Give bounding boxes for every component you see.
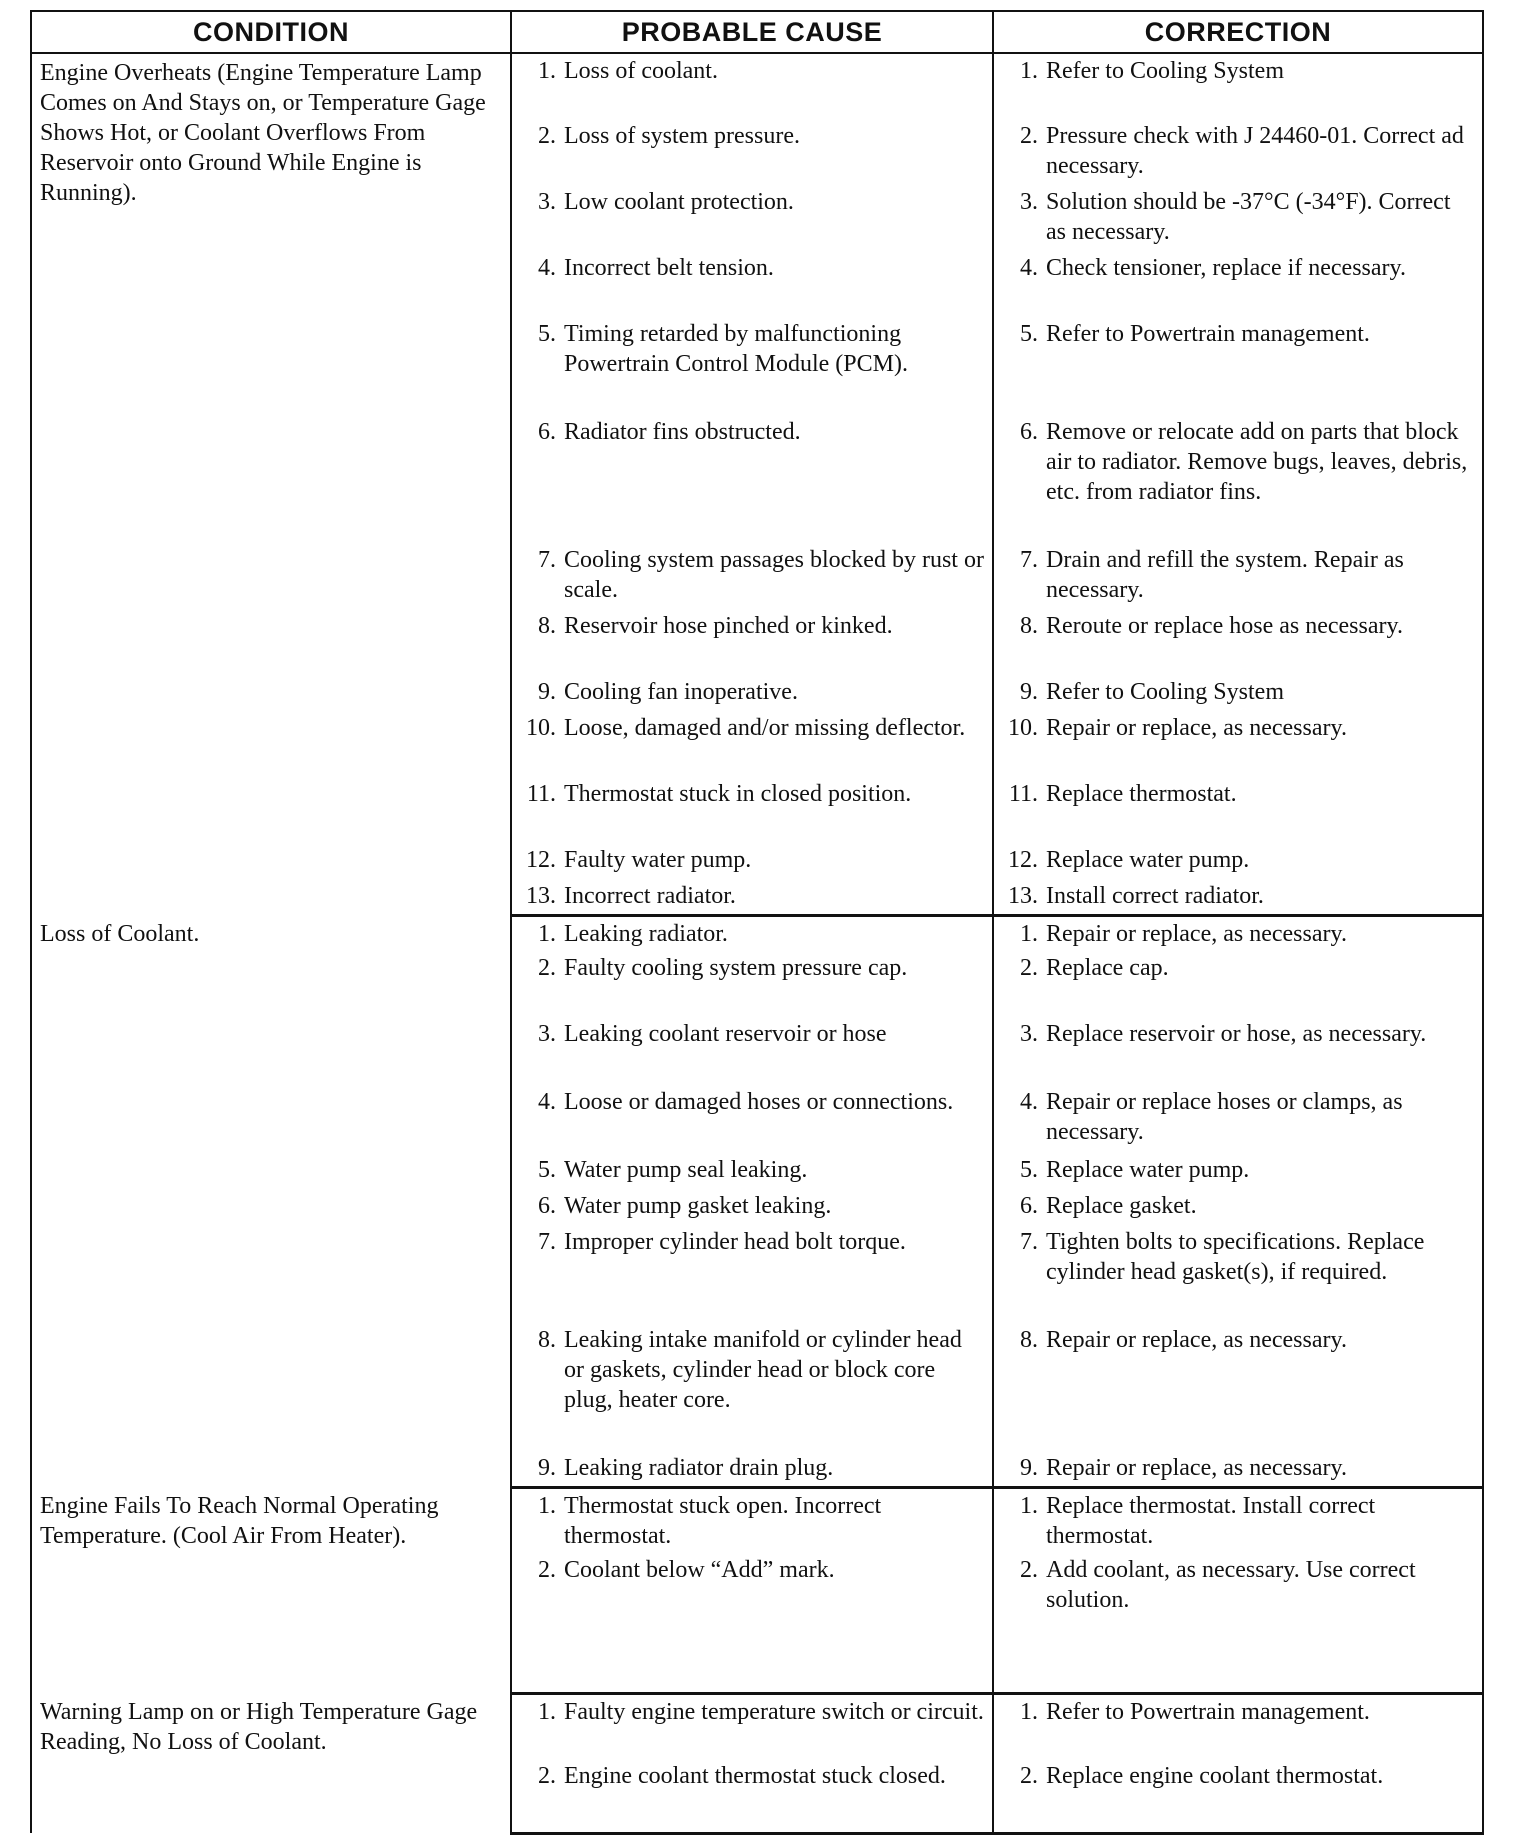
correction-text: Refer to Cooling System (1046, 58, 1284, 84)
cause-cell (511, 675, 993, 711)
correction-item (994, 545, 1482, 605)
cause-item (512, 1325, 992, 1415)
correction-item (994, 1227, 1482, 1287)
condition-cell (31, 1693, 511, 1833)
correction-cell (993, 1085, 1483, 1153)
cause-item (512, 611, 992, 641)
item-number: 3. (538, 189, 556, 215)
cause-cell (511, 843, 993, 879)
correction-cell (993, 1553, 1483, 1693)
correction-text: Reroute or replace hose as necessary. (1046, 613, 1403, 639)
cause-cell (511, 1451, 993, 1487)
item-number: 2. (538, 123, 556, 149)
correction-item (994, 1191, 1482, 1221)
cause-cell (511, 1153, 993, 1189)
cause-item (512, 56, 992, 86)
item-number: 7. (538, 547, 556, 573)
item-number: 5. (1020, 321, 1038, 347)
item-number: 2. (538, 1763, 556, 1789)
header-condition: CONDITION (31, 11, 511, 53)
cause-text: Incorrect radiator. (564, 883, 736, 909)
item-number: 2. (538, 955, 556, 981)
correction-cell (993, 915, 1483, 951)
cause-item (512, 1761, 992, 1791)
correction-cell (993, 317, 1483, 415)
cause-item (512, 319, 992, 379)
item-number: 6. (538, 419, 556, 445)
correction-cell (993, 609, 1483, 675)
item-number: 6. (1020, 419, 1038, 445)
correction-item (994, 56, 1482, 86)
cause-cell (511, 415, 993, 543)
correction-text: Replace water pump. (1046, 847, 1250, 873)
cause-text: Coolant below “Add” mark. (564, 1557, 835, 1583)
correction-item (994, 845, 1482, 875)
cause-cell (511, 1017, 993, 1085)
cause-text: Cooling system passages blocked by rust or scale. (564, 547, 984, 603)
correction-item (994, 919, 1482, 949)
table-row (31, 53, 1483, 119)
cause-cell (511, 1693, 993, 1759)
cause-item (512, 1697, 992, 1727)
item-number: 3. (1020, 189, 1038, 215)
header-probable-cause: PROBABLE CAUSE (511, 11, 993, 53)
item-number: 1. (1020, 1698, 1038, 1725)
table-body (31, 53, 1483, 1833)
correction-cell (993, 251, 1483, 317)
correction-text: Repair or replace, as necessary. (1046, 715, 1347, 741)
item-number: 10. (526, 715, 556, 741)
cause-item (512, 713, 992, 743)
cause-text: Radiator fins obstructed. (564, 419, 801, 445)
header-row (31, 11, 1483, 53)
item-number: 12. (1008, 847, 1038, 873)
cause-cell (511, 119, 993, 185)
table-row (31, 915, 1483, 951)
correction-item (994, 1697, 1482, 1727)
cause-item (512, 1227, 992, 1257)
table-row (31, 1693, 1483, 1759)
item-number: 12. (526, 847, 556, 873)
correction-item (994, 121, 1482, 181)
correction-item (994, 187, 1482, 247)
correction-text: Refer to Powertrain management. (1046, 1698, 1370, 1725)
condition-text: Warning Lamp on or High Temperature Gage Reading, No Loss of Coolant. (40, 1699, 478, 1755)
item-number: 6. (1020, 1193, 1038, 1219)
cause-cell (511, 1487, 993, 1553)
correction-text: Replace engine coolant thermostat. (1046, 1763, 1384, 1789)
cause-text: Thermostat stuck in closed position. (564, 781, 912, 807)
cause-item (512, 121, 992, 151)
item-number: 10. (1008, 715, 1038, 741)
item-number: 8. (538, 613, 556, 639)
correction-text: Tighten bolts to specifications. Replace cylinder head gasket(s), if required. (1046, 1229, 1425, 1285)
correction-text: Replace thermostat. Install correct thermostat. (1046, 1492, 1376, 1549)
cause-text: Loose or damaged hoses or connections. (564, 1089, 954, 1115)
condition-cell (31, 1487, 511, 1693)
cause-cell (511, 711, 993, 777)
cause-item (512, 779, 992, 809)
correction-text: Replace cap. (1046, 955, 1169, 981)
correction-text: Replace reservoir or hose, as necessary. (1046, 1021, 1427, 1047)
correction-cell (993, 543, 1483, 609)
cause-cell (511, 1323, 993, 1451)
cause-cell (511, 951, 993, 1017)
correction-text: Install correct radiator. (1046, 883, 1264, 909)
correction-cell (993, 1487, 1483, 1553)
correction-cell (993, 1153, 1483, 1189)
correction-cell (993, 675, 1483, 711)
cause-cell (511, 609, 993, 675)
condition-cell (31, 915, 511, 1487)
correction-text: Drain and refill the system. Repair as necessary. (1046, 547, 1404, 603)
item-number: 1. (1020, 920, 1038, 947)
cause-item (512, 677, 992, 707)
cause-item (512, 1453, 992, 1483)
correction-cell (993, 1225, 1483, 1323)
cause-cell (511, 915, 993, 951)
item-number: 1. (538, 58, 556, 84)
correction-text: Solution should be -37°C (-34°F). Correct as necessary. (1046, 189, 1451, 245)
cause-cell (511, 1085, 993, 1153)
cause-cell (511, 317, 993, 415)
correction-item (994, 1325, 1482, 1355)
correction-cell (993, 1693, 1483, 1759)
condition-text: Engine Overheats (Engine Temperature Lamp Comes on And Stays on, or Temperature Gage Shows Hot, or Coolant Overflows From Reservoir onto Ground While Engine is Running). (40, 60, 486, 206)
cause-text: Timing retarded by malfunctioning Powertrain Control Module (PCM). (564, 321, 908, 377)
item-number: 9. (538, 679, 556, 705)
correction-item (994, 1491, 1482, 1551)
item-number: 1. (538, 1698, 556, 1725)
correction-cell (993, 1451, 1483, 1487)
cause-text: Improper cylinder head bolt torque. (564, 1229, 906, 1255)
correction-item (994, 677, 1482, 707)
condition-cell (31, 53, 511, 915)
item-number: 3. (538, 1021, 556, 1047)
cause-item (512, 545, 992, 605)
cause-item (512, 919, 992, 949)
cause-item (512, 253, 992, 283)
correction-item (994, 1087, 1482, 1147)
correction-text: Check tensioner, replace if necessary. (1046, 255, 1406, 281)
correction-cell (993, 843, 1483, 879)
diagnosis-table (30, 10, 1484, 1835)
correction-text: Repair or replace, as necessary. (1046, 920, 1347, 947)
cause-cell (511, 879, 993, 915)
item-number: 1. (538, 920, 556, 947)
correction-item (994, 417, 1482, 507)
cause-cell (511, 53, 993, 119)
correction-text: Repair or replace, as necessary. (1046, 1327, 1347, 1353)
item-number: 5. (538, 1157, 556, 1183)
cause-cell (511, 1189, 993, 1225)
correction-text: Repair or replace hoses or clamps, as necessary. (1046, 1089, 1403, 1145)
correction-text: Replace thermostat. (1046, 781, 1237, 807)
item-number: 9. (1020, 1455, 1038, 1481)
cause-item (512, 1155, 992, 1185)
correction-cell (993, 185, 1483, 251)
item-number: 2. (1020, 1557, 1038, 1583)
cause-text: Leaking radiator. (564, 920, 728, 947)
cause-text: Water pump gasket leaking. (564, 1193, 832, 1219)
item-number: 4. (538, 255, 556, 281)
cause-cell (511, 185, 993, 251)
cause-text: Leaking coolant reservoir or hose (564, 1021, 887, 1047)
item-number: 1. (538, 1492, 556, 1519)
item-number: 1. (1020, 58, 1038, 84)
correction-cell (993, 119, 1483, 185)
item-number: 1. (1020, 1492, 1038, 1519)
cause-text: Engine coolant thermostat stuck closed. (564, 1763, 946, 1789)
correction-cell (993, 777, 1483, 843)
correction-cell (993, 1759, 1483, 1833)
condition-text: Loss of Coolant. (40, 921, 200, 947)
cause-item (512, 187, 992, 217)
item-number: 2. (1020, 1763, 1038, 1789)
correction-item (994, 1019, 1482, 1049)
cause-text: Faulty water pump. (564, 847, 752, 873)
header-correction: CORRECTION (993, 11, 1483, 53)
cause-item (512, 1491, 992, 1551)
item-number: 7. (1020, 547, 1038, 573)
cause-item (512, 1555, 992, 1585)
correction-item (994, 1761, 1482, 1791)
cause-text: Cooling fan inoperative. (564, 679, 798, 705)
item-number: 5. (538, 321, 556, 347)
correction-item (994, 319, 1482, 349)
correction-cell (993, 951, 1483, 1017)
correction-item (994, 881, 1482, 911)
cause-cell (511, 1553, 993, 1693)
cause-text: Faulty cooling system pressure cap. (564, 955, 908, 981)
item-number: 7. (1020, 1229, 1038, 1255)
correction-cell (993, 53, 1483, 119)
correction-cell (993, 879, 1483, 915)
item-number: 5. (1020, 1157, 1038, 1183)
correction-text: Repair or replace, as necessary. (1046, 1455, 1347, 1481)
cause-item (512, 845, 992, 875)
cause-text: Water pump seal leaking. (564, 1157, 808, 1183)
item-number: 4. (1020, 1089, 1038, 1115)
correction-text: Remove or relocate add on parts that block air to radiator. Remove bugs, leaves, debris, etc. from radiator fins. (1046, 419, 1468, 505)
item-number: 7. (538, 1229, 556, 1255)
cause-text: Faulty engine temperature switch or circuit. (564, 1698, 984, 1725)
correction-item (994, 611, 1482, 641)
item-number: 4. (538, 1089, 556, 1115)
correction-cell (993, 1323, 1483, 1451)
cause-cell (511, 1759, 993, 1833)
correction-cell (993, 1017, 1483, 1085)
item-number: 2. (538, 1557, 556, 1583)
correction-text: Replace gasket. (1046, 1193, 1197, 1219)
correction-item (994, 1555, 1482, 1615)
cause-text: Leaking intake manifold or cylinder head or gaskets, cylinder head or block core plug, heater core. (564, 1327, 962, 1413)
diagnosis-table-page (30, 10, 1482, 1835)
item-number: 6. (538, 1193, 556, 1219)
correction-item (994, 713, 1482, 743)
cause-item (512, 1087, 992, 1117)
cause-cell (511, 251, 993, 317)
correction-text: Refer to Cooling System (1046, 679, 1284, 705)
correction-cell (993, 415, 1483, 543)
cause-text: Thermostat stuck open. Incorrect thermostat. (564, 1492, 882, 1549)
correction-cell (993, 1189, 1483, 1225)
item-number: 11. (1008, 781, 1038, 807)
cause-item (512, 1019, 992, 1049)
cause-cell (511, 777, 993, 843)
cause-text: Reservoir hose pinched or kinked. (564, 613, 893, 639)
item-number: 2. (1020, 955, 1038, 981)
correction-item (994, 253, 1482, 283)
item-number: 8. (1020, 613, 1038, 639)
cause-text: Leaking radiator drain plug. (564, 1455, 834, 1481)
cause-cell (511, 543, 993, 609)
item-number: 9. (538, 1455, 556, 1481)
item-number: 8. (538, 1327, 556, 1353)
correction-item (994, 779, 1482, 809)
item-number: 11. (526, 781, 556, 807)
correction-item (994, 1155, 1482, 1185)
correction-text: Pressure check with J 24460-01. Correct ad necessary. (1046, 123, 1464, 179)
cause-text: Incorrect belt tension. (564, 255, 774, 281)
cause-text: Low coolant protection. (564, 189, 794, 215)
cause-item (512, 417, 992, 447)
correction-cell (993, 711, 1483, 777)
correction-text: Replace water pump. (1046, 1157, 1250, 1183)
table-row (31, 1487, 1483, 1553)
correction-item (994, 1453, 1482, 1483)
item-number: 3. (1020, 1021, 1038, 1047)
item-number: 4. (1020, 255, 1038, 281)
correction-item (994, 953, 1482, 983)
cause-cell (511, 1225, 993, 1323)
condition-text: Engine Fails To Reach Normal Operating Temperature. (Cool Air From Heater). (40, 1493, 439, 1549)
item-number: 8. (1020, 1327, 1038, 1353)
cause-item (512, 881, 992, 911)
cause-item (512, 1191, 992, 1221)
correction-text: Refer to Powertrain management. (1046, 321, 1370, 347)
correction-text: Add coolant, as necessary. Use correct solution. (1046, 1557, 1416, 1613)
cause-text: Loss of system pressure. (564, 123, 800, 149)
item-number: 9. (1020, 679, 1038, 705)
item-number: 13. (526, 883, 556, 909)
item-number: 13. (1008, 883, 1038, 909)
cause-item (512, 953, 992, 983)
cause-text: Loose, damaged and/or missing deflector. (564, 715, 966, 741)
item-number: 2. (1020, 123, 1038, 149)
cause-text: Loss of coolant. (564, 58, 718, 84)
